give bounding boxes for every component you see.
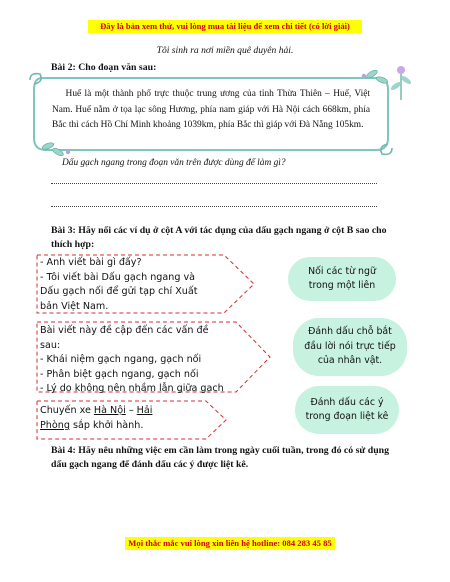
answer-line-1: [51, 183, 377, 184]
bai4-title: Bài 4: Hãy nêu những việc em cần làm trong ngày cuối tuần, trong đó có sử dụng dấu gạch ngang để đánh dấu các ý được liệt kê.: [51, 445, 389, 470]
bai2-passage: Huế là một thành phố trực thuộc trung ương của tỉnh Thừa Thiên – Huế, Việt Nam. Huế nằm ở tọa lạc sông Hương, phía nam giáp với Hà Nội cách 668km, phía Bắc thì cách Hồ Chí Minh khoảng 1039km, phía Bắc thì giáp với Đà Nẵng 105km.: [52, 89, 371, 130]
header-banner: Đây là bản xem thử, vui lòng mua tài liệu để xem chi tiết (có lời giải): [88, 20, 362, 33]
usage-b1: Nối các từ ngữ trong một liên: [288, 257, 396, 301]
bai2-title: Bài 2: Cho đoạn văn sau:: [51, 62, 157, 73]
footer-banner: Mọi thắc mắc vui lòng xin liên hệ hotline: 084 283 45 85: [125, 537, 335, 550]
example-a1: - Anh viết bài gì đấy? - Tôi viết bài Dấu gạch ngang và Dấu gạch nối để gửi tạp chí Xuất bản Việt Nam.: [40, 257, 198, 312]
flower-decoration: [388, 60, 414, 100]
example-a3: Chuyến xe Hà Nội – Hải Phòng sắp khởi hành.: [40, 405, 153, 431]
previous-line: Tôi sinh ra nơi miền quê duyên hải.: [156, 45, 294, 56]
usage-b2: Đánh dấu chỗ bắt đầu lời nói trực tiếp của nhân vật.: [293, 318, 407, 376]
usage-b3: Đánh dấu các ý trong đoạn liệt kê: [295, 386, 399, 434]
answer-line-2: [51, 206, 377, 207]
example-a2: Bài viết này đề cập đến các vấn đề sau: - Khái niệm gạch ngang, gạch nối - Phân biệt gạch ngang, gạch nối - Lý do không nên nhầm lẫn giữa gạch: [40, 325, 224, 394]
bai3-title: Bài 3: Hãy nối các ví dụ ở cột A với tác dụng của dấu gạch ngang ở cột B sao cho thích hợp:: [51, 225, 387, 250]
bai2-question: Dấu gạch ngang trong đoạn văn trên được dùng để làm gì?: [62, 158, 286, 168]
